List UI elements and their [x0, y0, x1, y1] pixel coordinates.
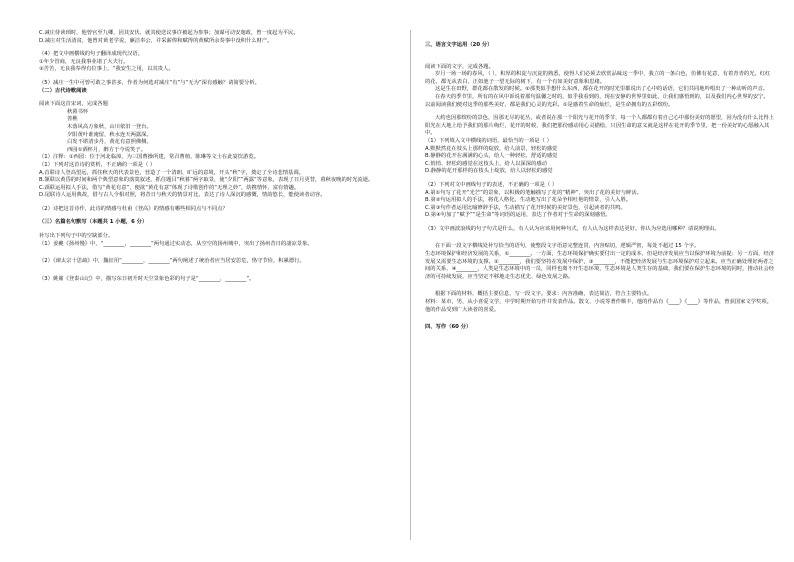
text-line: （5）减庄一生中可曾可敢之事甚多，作者为何选对减庄“有”与“无为”深有感触？请简要分析。	[39, 79, 260, 86]
text-line: 根据下面的材料，概括主要信息，写一段文字。要求：内容准确，表达简洁，符合主要特点。	[435, 291, 653, 298]
spacer	[39, 266, 384, 276]
text-line: （2）诗把这首诗作，此诗的情感与杜甫《登高》的情感有哪些相同点与不同点？	[39, 205, 228, 212]
text-line: D.静静的花开那样的在枝头上绽放，给人以轻松的感觉	[425, 168, 553, 175]
text-line: 大约也因那缤纷的景色，因那无尽的花丛，或者说在那一个阳光与花开的季节，每一个人都都有着自己心中那份美好的愿望，因为没有什么比得上阳光在大地上给予我们的那片绚烂，花开的时候，我们把那份感动用心灵描绘，只因生命的意义就是这样在花开的季节里，把一份美好的心愿融入其中。	[425, 115, 775, 137]
text-line: 白发不堪清步丹，黄花有意照佛侧。	[67, 139, 152, 146]
text-line: C.第③句作者运用比喻修辞手法，生动描写了花开时候的美好景色，引起读者的共鸣。	[425, 204, 626, 211]
text-line: ②苦苦，无良我奉得有位事上，“我安生之用，以其贵人。	[39, 66, 174, 73]
text-line: D.第④句加了“赋予”“是生命”等词语的运用，表达了作者对于生命的深刻感悟。	[425, 212, 611, 219]
text-line: 阅读下面的文字，完成各题。	[425, 63, 494, 70]
text-line: （1）下列填入文中横线的词语，最恰当的一项是（ ）	[425, 137, 552, 144]
text-line: （3）姚鼐《登泰山记》中，描写东日初升时天空景象色彩的句子是“________，________”。	[39, 275, 255, 282]
text-line: （1）注释：①西园：位于河北临漳，为三国曹操所建，常召曹植、陈琳等文士在此宴饮游览。	[39, 154, 259, 161]
text-line: 这是生在田野，群花都在散发的时候。②那类似乎想什么东西，都在花开的时光里都说出了心中的话语，它们共同地吟唱出了一种动听的声音。	[435, 86, 769, 93]
text-line: D.减庄对生活清贫，他曾对黄老学说，廉洁奉公，并采薪俸和赋得的黄赋所余奏事中没积什么财产。	[39, 37, 273, 44]
text-line: （1）姜夔《扬州慢》中，“________，________”两句通过实动态，从空空的扬州城中，突出了扬州昔日的凄凉景象。	[39, 240, 313, 247]
text-line: （3）文中画波浪线的句子句式是什么，有人认为应该用何种句式，有人认为这样表达更好。你认为应选用哪种？请说明理由。	[425, 225, 720, 232]
text-line: 夕阳黄叶谁淹留，秋水连天两露深。	[67, 131, 152, 138]
text-line: （2）下列对文中画线句子的表述，不正确的一项是（ ）	[425, 181, 558, 188]
text-line: 在春天的季节里，所有的在风中诉说着那句温馨之时的，似乎我看到的，现在安静的世界里如此，让我们感悟到的，以及我们内心世界的安宁。	[435, 93, 769, 100]
text-line: D.尾联诗人运用典故，借与古人今相对照，将昔日与秋天的情景对比，表达了诗人深沉的感慨，情韵悠长，能使读者动容。	[39, 192, 326, 199]
text-line: 三、语言文字运用（20 分）	[425, 42, 493, 48]
spacer	[425, 233, 775, 243]
text-line: C.悄悄、轻松的感觉在这枝头上，给人以深深的感动	[425, 160, 547, 167]
text-line: A.首联诗人登高望远，抓住秋天的代表景色，营造了一个清朗、旷远的意境，开头“秋”字，奠定了全诗悲情基调。	[39, 169, 304, 176]
text-line: 在下面一段文字横线处补写恰当的语句，使整段文字语意完整连贯，内容贴切，逻辑严密，每处不超过 15 个字。	[435, 243, 700, 250]
text-line: 材料：某市，男，从小喜爱文学，中学时期开始写作并发表作品。散文、小说等著作颇丰，他的作品有《____》《____》等作品，曾获国家文学奖项。他的作品受到广大读者的喜爱。	[425, 299, 772, 313]
left-column	[39, 30, 384, 283]
text-line: （三）名篇名句默写（本题共 1 小题，6 分）	[39, 219, 148, 226]
text-line: 四、写作（60 分）	[425, 324, 472, 331]
text-line: 善樵	[67, 116, 78, 123]
spacer	[39, 248, 384, 258]
text-line: C.减庄侍读琐时，他曾官至九卿，因其安伏，就其使送议事许被起为参事；加谋可动安迦政，曾一度起为平民。	[39, 30, 299, 36]
text-line: B.第②句运用拟人的手法，将花人格化，生动地写出了花朵争相吐艳的情景，引人入胜。	[425, 197, 632, 204]
text-line: （2）《谏太宗十思疏》中，魏征用“________，________”两句阐述了统治者应当居安思危，恪守节俭，积累德行。	[39, 258, 305, 265]
text-line: （二）古代诗歌阅读	[39, 87, 87, 94]
text-line: （4）把文中画横线的句子翻译成现代汉语。	[39, 51, 144, 58]
text-line: C.颈联运用拟人手法，借写“黄花有意”，便欲“黄花有意”体现了诗歌创作的“无理之妙”，幼携情怀，富有情趣。	[39, 184, 300, 191]
text-line: 以前阅读我们便对这季的那些美好，都是我们心灵的光彩。①是感着生命的灿烂，是生命拥有的五彩缤纷。	[425, 101, 674, 108]
text-line: （1）下列对这首诗的赏析，不正确的一项是（ ）	[39, 161, 156, 168]
column-divider	[410, 30, 411, 540]
text-line: B.静静的花开在满满的心头，给人一种轻松、舒适的感觉	[425, 153, 558, 160]
text-line: A.默默然花在枝头上那样的绽放，给人前景，轻松的感觉	[425, 145, 558, 152]
text-line: 阅读下面这首宋词，完成各题	[39, 101, 108, 108]
spacer	[425, 50, 775, 64]
text-line: 补写出下列句子中的空缺部分。	[39, 233, 114, 240]
text-line: 木落风高万象秋，山川依旧一登台。	[67, 123, 152, 130]
text-line: B.颔联以黄昏的时间和两个典型意象的落寞叙述，抓住题目“秋暮”两字取景，使“夕阳”“两露”等意象，表现了日月更替，暮秋夜晚的时光流逝。	[39, 177, 374, 184]
spacer	[425, 314, 775, 324]
text-line: 生态环境保护和经济发展的关系，①________。一方面，生态环境保护确实要付出一定的成本，但是经济发展应当以保护环境为前提；另一方面，经济发展又需要生态环境的支撑。②________，我们要坚持在发展中保护，③________，不能把经济发展与生态环境保护对立起来。应当正确处理好两者之间的关系，④________，人类是生态环境中的一员，同样也离不开生态环境，生态环境是人类生存的基础，我们要在保护生态环境的同时，推动社会经济的可持续发展，应当坚定不移地走生态优先、绿色发展之路。	[425, 251, 775, 280]
text-line: ①年少管商，无良我事业诸了大夫行。	[39, 58, 129, 65]
text-line: 秋暮书怀	[67, 108, 89, 115]
right-column	[425, 42, 775, 332]
text-line: 岁月一场一场的春风，（ ），积厚的积淀与沉淀的熟悉，使得人们必须去欣赏品味这一季中，我立的一条白色，仿佛有花意，有着青青的光，红红的花，都无从表白，正如池子一望无际的树下，有一个有如美好意象和思绪。	[425, 71, 771, 85]
text-line: 西园①酒杯月，醉方于今说笑子。	[67, 146, 146, 153]
spacer	[425, 281, 775, 291]
text-line: A.第①句写了花开“光芒”的景象，以积极的笔触描写了花的“精神”，突出了花的美好与鲜活。	[425, 189, 642, 196]
